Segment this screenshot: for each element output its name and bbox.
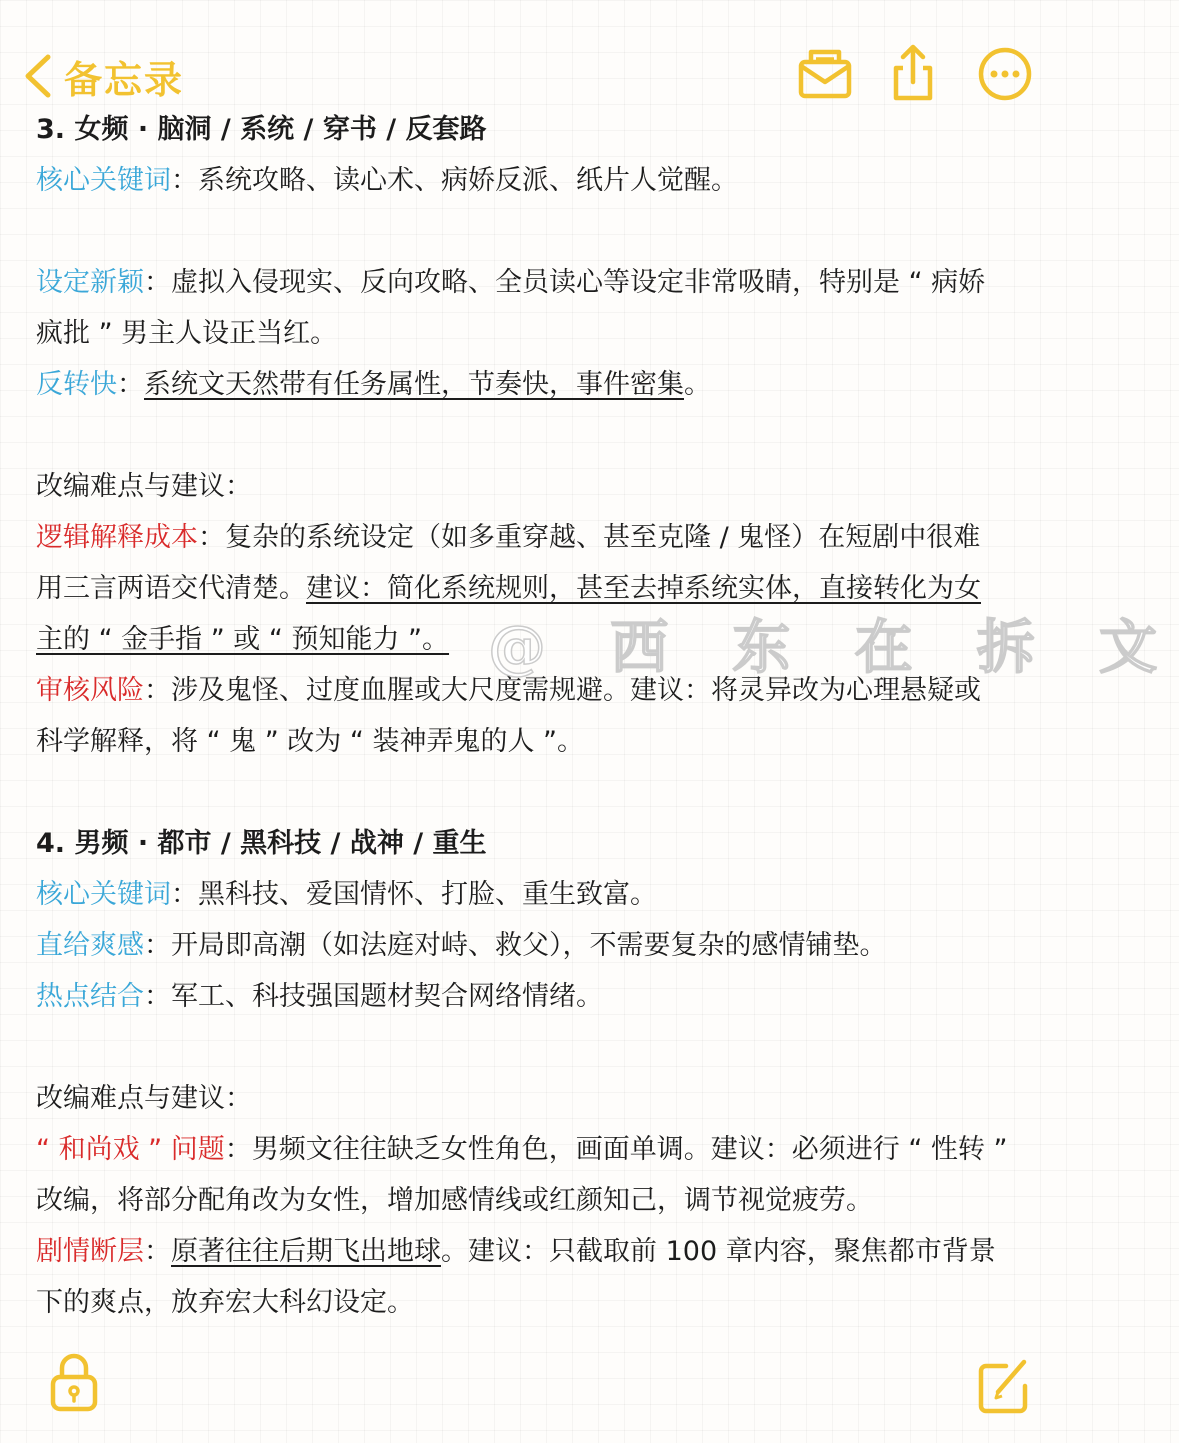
spacer [36, 767, 1056, 818]
note-body[interactable] [36, 104, 1056, 1328]
s3-logic-line [36, 512, 1056, 563]
top-bar [0, 0, 1080, 110]
s3-keywords-text: ：系统攻略、读心术、病娇反派、纸片人觉醒。 [171, 165, 738, 196]
s4-adapt-title: 改编难点与建议： [36, 1083, 252, 1114]
watermark: @ 西 东 在 拆 文 [488, 613, 1179, 681]
s3-logic-text: ：复杂的系统设定（如多重穿越、甚至克隆 / 鬼怪）在短剧中很难 [198, 522, 981, 553]
s4-direct-text: ：开局即高潮（如法庭对峙、救父），不需要复杂的感情铺垫。 [144, 930, 887, 961]
s4-monk-label: “ 和尚戏 ” 问题 [36, 1134, 225, 1165]
more-icon[interactable] [976, 44, 1034, 102]
s3-novel-line [36, 257, 1056, 308]
s3-fast-sep: ： [117, 369, 144, 400]
envelope-icon[interactable] [796, 44, 854, 102]
s4-keywords-label: 核心关键词 [36, 879, 171, 910]
s4-monk-line [36, 1124, 1056, 1175]
spacer [36, 410, 1056, 461]
s4-hot-text: ：军工、科技强国题材契合网络情绪。 [144, 981, 603, 1012]
s3-fast-label: 反转快 [36, 369, 117, 400]
s3-logic-text-2b: 建议：简化系统规则，甚至去掉系统实体，直接转化为女 [306, 573, 981, 604]
s3-fast-end: 。 [684, 369, 711, 400]
s4-keywords-line [36, 869, 1056, 920]
s4-keywords-text: ：黑科技、爱国情怀、打脸、重生致富。 [171, 879, 657, 910]
s3-logic-text-3: 主的 “ 金手指 ” 或 “ 预知能力 ”。 [36, 624, 450, 655]
s4-monk-line-2: 改编，将部分配角改为女性，增加感情线或红颜知己，调节视觉疲劳。 [36, 1185, 873, 1216]
s4-plot-underlined: 原著往往后期飞出地球 [171, 1236, 441, 1267]
lock-icon[interactable] [46, 1350, 102, 1412]
spacer [36, 206, 1056, 257]
section-3-heading: 3. 女频 · 脑洞 / 系统 / 穿书 / 反套路 [36, 114, 487, 145]
s3-logic-label: 逻辑解释成本 [36, 522, 198, 553]
back-label: 备忘录 [64, 57, 185, 102]
s4-plot-label: 剧情断层 [36, 1236, 144, 1267]
back-button[interactable] [22, 46, 184, 106]
s4-direct-label: 直给爽感 [36, 930, 144, 961]
s3-review-text: ：涉及鬼怪、过度血腥或大尺度需规避。建议：将灵异改为心理悬疑或 [144, 675, 981, 706]
compose-icon[interactable] [976, 1354, 1032, 1416]
s3-novel-text: ：虚拟入侵现实、反向攻略、全员读心等设定非常吸睛，特别是 “ 病娇 [144, 267, 986, 298]
section-4-heading: 4. 男频 · 都市 / 黑科技 / 战神 / 重生 [36, 828, 487, 859]
share-icon[interactable] [884, 44, 942, 102]
s4-plot-text: 。建议：只截取前 100 章内容，聚焦都市背景 [441, 1236, 996, 1267]
s3-keywords-label: 核心关键词 [36, 165, 171, 196]
s3-novel-line-2: 疯批 ” 男主人设正当红。 [36, 318, 338, 349]
s3-adapt-title: 改编难点与建议： [36, 471, 252, 502]
s3-fast-text: 系统文天然带有任务属性，节奏快，事件密集 [144, 369, 684, 400]
spacer [36, 1022, 1056, 1073]
chevron-left-icon [22, 53, 54, 99]
s3-novel-label: 设定新颖 [36, 267, 144, 298]
s3-keywords-line [36, 155, 1056, 206]
s3-fast-line [36, 359, 1056, 410]
s4-monk-text: ：男频文往往缺乏女性角色，画面单调。建议：必须进行 “ 性转 ” [224, 1134, 1008, 1165]
s4-plot-line-2: 下的爽点，放弃宏大科幻设定。 [36, 1287, 414, 1318]
s4-hot-label: 热点结合 [36, 981, 144, 1012]
s3-logic-text-2a: 用三言两语交代清楚。 [36, 573, 306, 604]
s4-plot-line [36, 1226, 1056, 1277]
s4-direct-line [36, 920, 1056, 971]
s3-review-label: 审核风险 [36, 675, 144, 706]
s3-review-line-2: 科学解释，将 “ 鬼 ” 改为 “ 装神弄鬼的人 ”。 [36, 726, 585, 757]
s4-plot-sep: ： [144, 1236, 171, 1267]
s4-hot-line [36, 971, 1056, 1022]
